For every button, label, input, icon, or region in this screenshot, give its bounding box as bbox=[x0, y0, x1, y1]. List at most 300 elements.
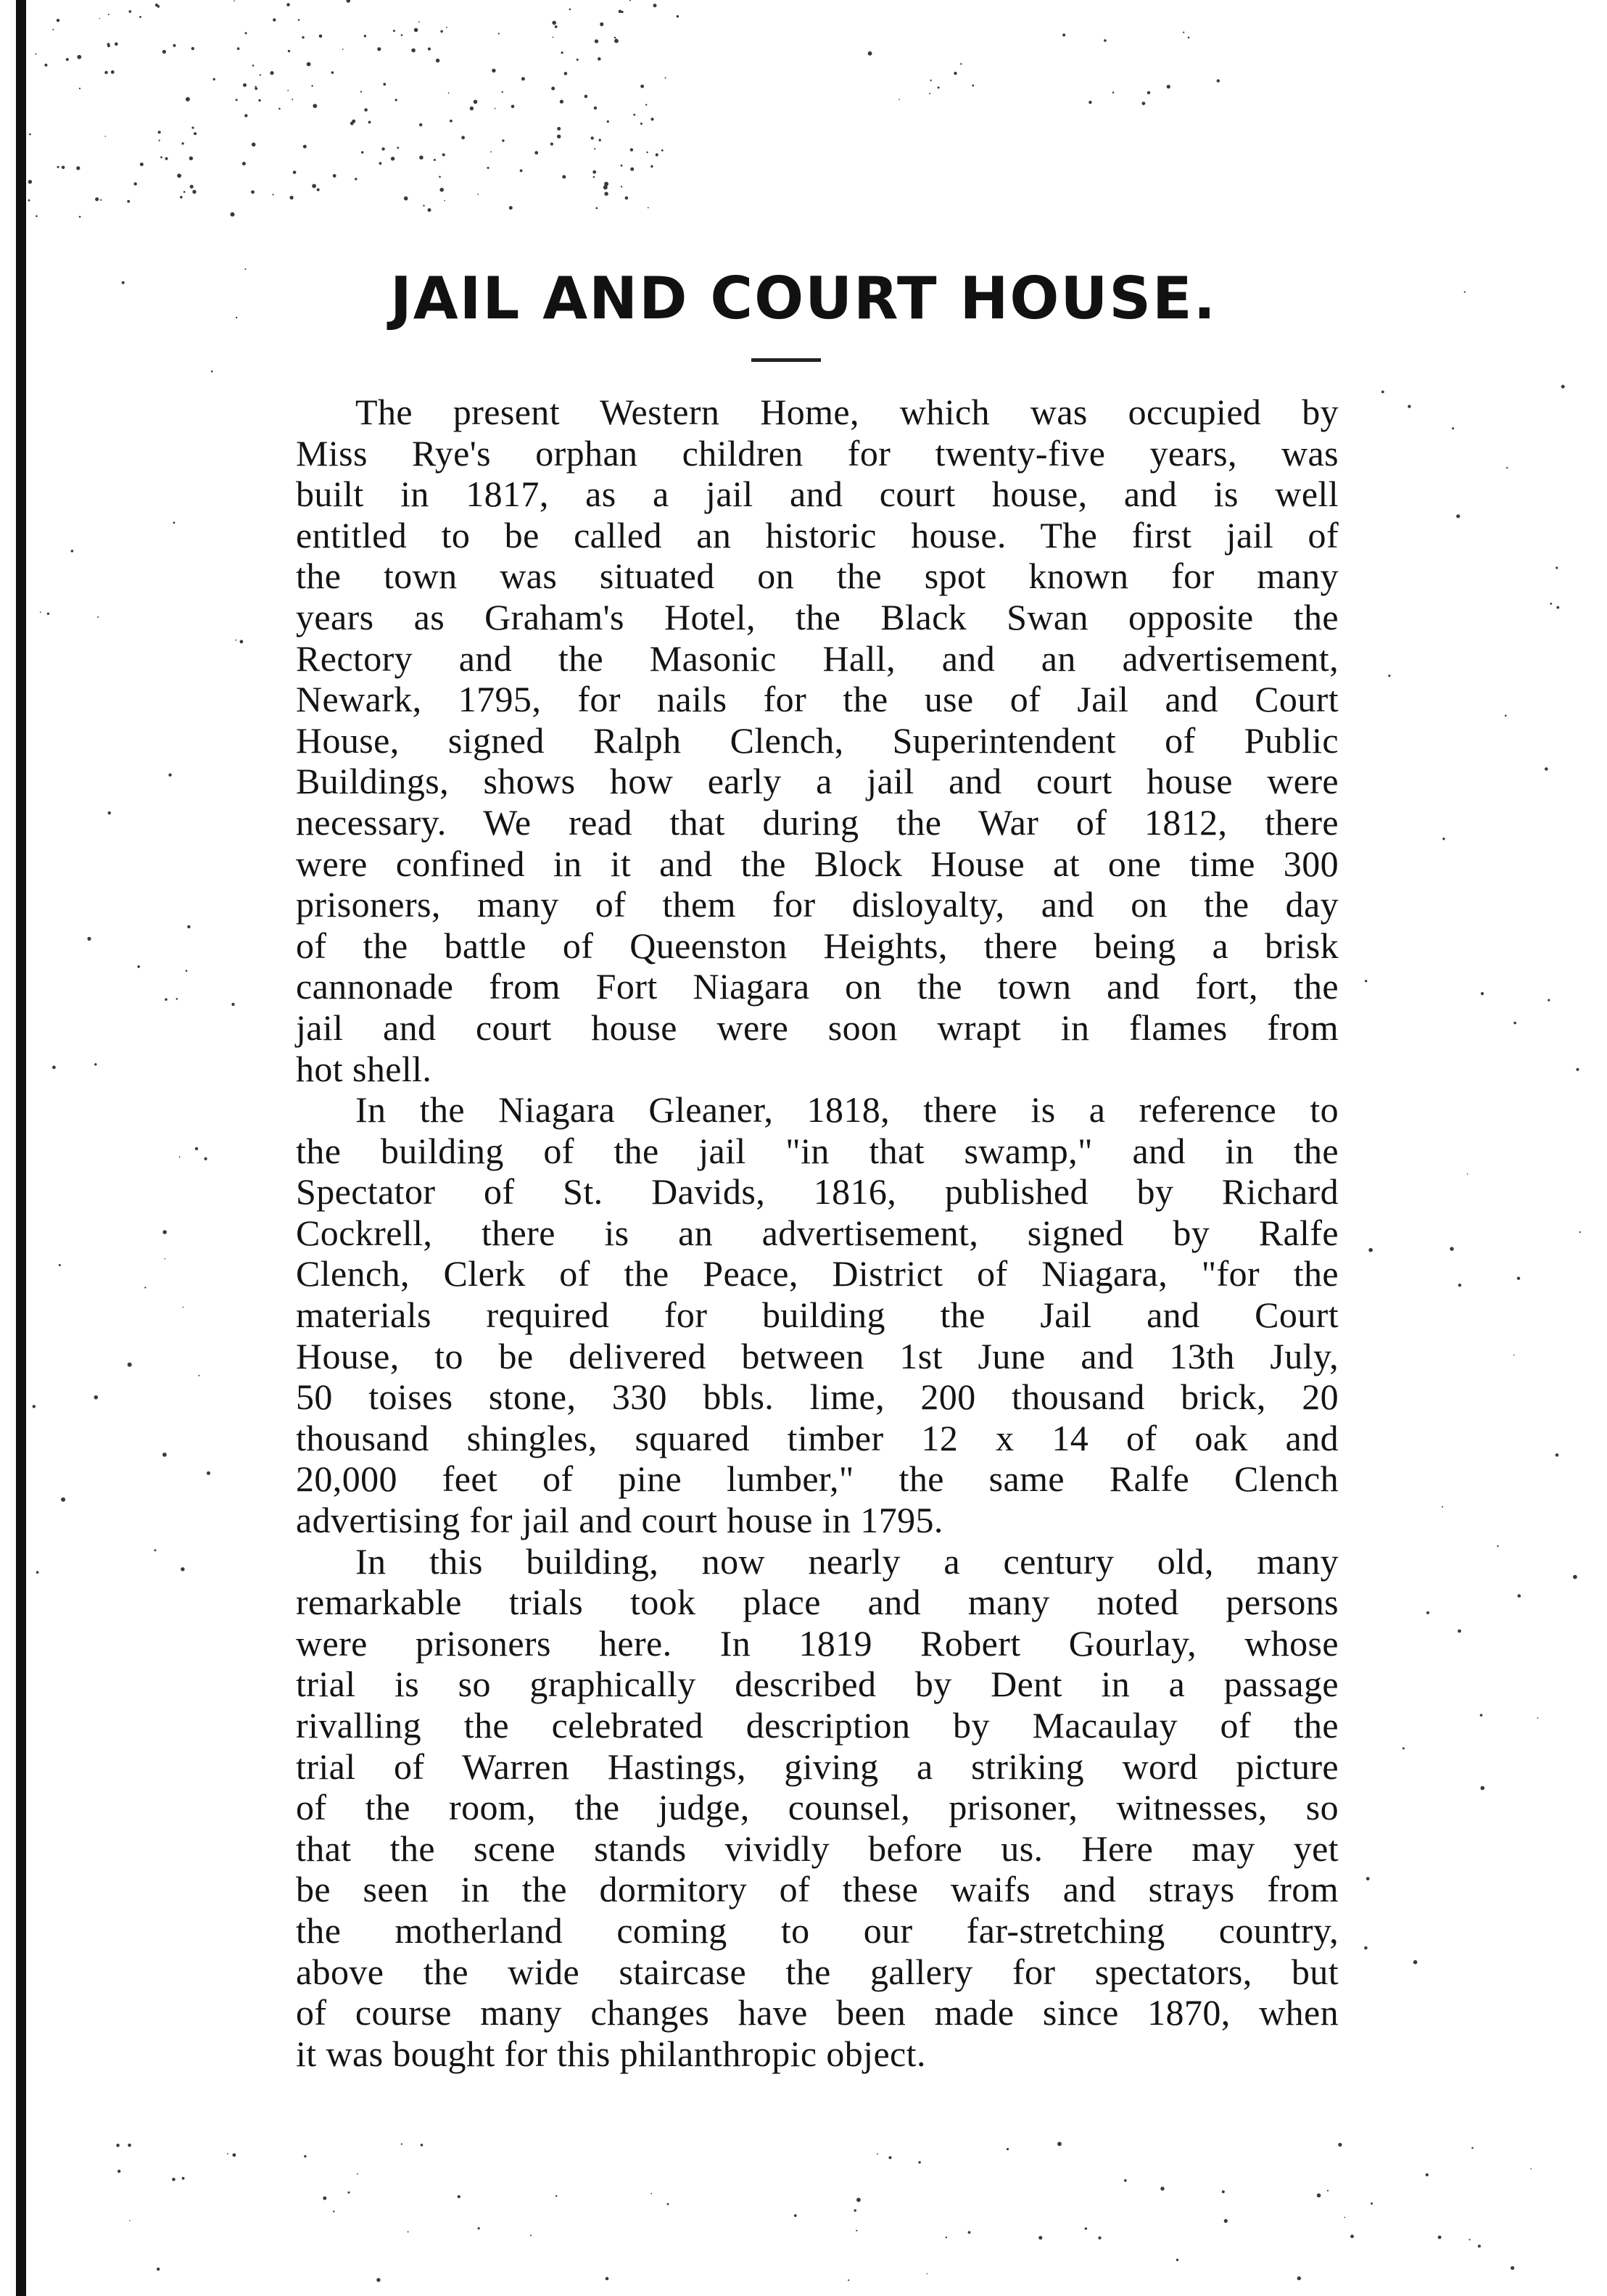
noise-speck bbox=[1450, 1247, 1453, 1250]
noise-speck bbox=[599, 139, 601, 141]
noise-speck bbox=[348, 2192, 350, 2194]
noise-speck bbox=[630, 148, 633, 151]
text-line: House, to be delivered between 1st June and 13th July, bbox=[296, 1335, 1339, 1376]
text-line: jail and court house were soon wrapt in flames from bbox=[296, 1007, 1339, 1048]
noise-speck bbox=[376, 2278, 380, 2281]
noise-speck bbox=[667, 2203, 669, 2205]
noise-speck bbox=[595, 207, 598, 210]
noise-speck bbox=[79, 88, 80, 89]
noise-speck bbox=[213, 78, 215, 80]
noise-speck bbox=[245, 32, 247, 34]
noise-speck bbox=[1467, 1173, 1468, 1175]
noise-speck bbox=[181, 142, 183, 144]
noise-speck bbox=[61, 1498, 65, 1502]
noise-speck bbox=[252, 143, 256, 147]
noise-speck bbox=[1573, 1575, 1577, 1579]
noise-speck bbox=[94, 1063, 96, 1065]
noise-speck bbox=[856, 2230, 857, 2231]
noise-speck bbox=[165, 998, 168, 1001]
paragraph-3 bbox=[236, 1541, 1339, 2075]
noise-speck bbox=[1176, 2259, 1178, 2261]
noise-speck bbox=[29, 133, 31, 136]
noise-speck bbox=[168, 773, 171, 776]
noise-speck bbox=[180, 196, 183, 199]
noise-speck bbox=[1371, 2202, 1373, 2205]
body-text bbox=[236, 392, 1339, 2074]
noise-speck bbox=[1381, 391, 1384, 394]
noise-speck bbox=[661, 149, 664, 152]
text-line: In this building, now nearly a century old, many bbox=[355, 1540, 1339, 1582]
noise-speck bbox=[428, 47, 431, 50]
noise-speck bbox=[492, 69, 495, 73]
noise-speck bbox=[495, 108, 496, 110]
noise-speck bbox=[192, 190, 196, 194]
noise-speck bbox=[401, 2143, 402, 2144]
noise-speck bbox=[1344, 2217, 1346, 2218]
noise-speck bbox=[179, 1156, 181, 1157]
noise-speck bbox=[186, 97, 190, 102]
text-line: the town was situated on the spot known for many bbox=[296, 556, 1339, 597]
noise-speck bbox=[1167, 85, 1170, 88]
noise-speck bbox=[1364, 1946, 1368, 1950]
noise-speck bbox=[159, 140, 160, 141]
noise-speck bbox=[331, 71, 334, 74]
noise-speck bbox=[450, 120, 453, 123]
text-line: above the wide staircase the gallery for spectators, but bbox=[296, 1951, 1339, 1992]
text-line: of the battle of Queenston Heights, there being a brisk bbox=[296, 925, 1339, 966]
noise-speck bbox=[1112, 91, 1115, 94]
noise-speck bbox=[1317, 2194, 1321, 2198]
noise-speck bbox=[244, 114, 247, 117]
noise-speck bbox=[404, 197, 408, 201]
noise-speck bbox=[470, 107, 474, 110]
noise-speck bbox=[448, 92, 450, 94]
noise-speck bbox=[154, 1549, 157, 1551]
noise-speck bbox=[1556, 606, 1559, 609]
text-line: rivalling the celebrated description by Macaulay of the bbox=[296, 1705, 1339, 1746]
noise-speck bbox=[36, 215, 38, 218]
noise-speck bbox=[954, 72, 957, 75]
noise-speck bbox=[76, 166, 80, 170]
noise-speck bbox=[1556, 566, 1558, 569]
noise-speck bbox=[236, 99, 238, 101]
noise-speck bbox=[656, 153, 658, 156]
noise-speck bbox=[258, 99, 260, 102]
noise-speck bbox=[288, 50, 290, 52]
noise-speck bbox=[1530, 2168, 1532, 2170]
noise-speck bbox=[191, 47, 194, 50]
noise-speck bbox=[182, 2177, 185, 2180]
noise-speck bbox=[57, 19, 59, 22]
noise-speck bbox=[478, 2227, 480, 2229]
text-line: Buildings, shows how early a jail and court house were bbox=[296, 761, 1339, 802]
noise-speck bbox=[234, 0, 235, 1]
noise-speck bbox=[137, 965, 140, 968]
noise-speck bbox=[520, 170, 523, 173]
noise-speck bbox=[59, 1264, 61, 1266]
noise-speck bbox=[930, 80, 931, 81]
noise-speck bbox=[287, 90, 289, 91]
noise-speck bbox=[564, 72, 568, 75]
noise-speck bbox=[134, 182, 137, 185]
noise-speck bbox=[165, 1258, 166, 1260]
noise-speck bbox=[1426, 1611, 1429, 1614]
noise-speck bbox=[87, 937, 91, 941]
noise-speck bbox=[242, 162, 246, 165]
noise-speck bbox=[172, 2178, 175, 2181]
noise-speck bbox=[71, 550, 74, 553]
noise-speck bbox=[52, 1065, 56, 1069]
noise-speck bbox=[364, 108, 368, 112]
noise-speck bbox=[1365, 980, 1367, 982]
noise-speck bbox=[243, 83, 247, 87]
text-line: Clench, Clerk of the Peace, District of Niagara, "for the bbox=[296, 1253, 1339, 1294]
text-line: Spectator of St. Davids, 1816, published by Richard bbox=[296, 1171, 1339, 1213]
noise-speck bbox=[251, 190, 255, 194]
noise-speck bbox=[231, 1003, 234, 1006]
noise-speck bbox=[364, 35, 366, 37]
noise-speck bbox=[490, 152, 492, 153]
noise-speck bbox=[968, 2231, 971, 2234]
noise-speck bbox=[1537, 1717, 1539, 1719]
text-line: of course many changes have been made since 1870, when bbox=[296, 1992, 1339, 2033]
noise-speck bbox=[1426, 2173, 1429, 2176]
noise-speck bbox=[231, 212, 235, 217]
noise-speck bbox=[107, 43, 110, 46]
noise-speck bbox=[1471, 2147, 1474, 2150]
noise-speck bbox=[555, 25, 558, 28]
noise-speck bbox=[302, 36, 304, 38]
noise-speck bbox=[794, 2214, 797, 2217]
noise-speck bbox=[158, 131, 161, 133]
noise-speck bbox=[1505, 715, 1507, 717]
noise-speck bbox=[1413, 1960, 1418, 1965]
noise-speck bbox=[423, 205, 424, 207]
noise-speck bbox=[595, 39, 598, 43]
noise-speck bbox=[592, 170, 596, 174]
noise-speck bbox=[418, 21, 420, 22]
noise-speck bbox=[1224, 2219, 1228, 2223]
noise-speck bbox=[303, 145, 307, 149]
noise-speck bbox=[270, 71, 273, 75]
noise-speck bbox=[342, 49, 344, 50]
noise-speck bbox=[79, 216, 81, 218]
text-line: hot shell. bbox=[296, 1048, 432, 1089]
noise-speck bbox=[555, 2195, 557, 2197]
noise-speck bbox=[614, 37, 616, 39]
noise-speck bbox=[888, 2156, 891, 2159]
text-line: built in 1817, as a jail and court house, and is well bbox=[296, 474, 1339, 515]
noise-speck bbox=[311, 85, 313, 86]
noise-speck bbox=[1124, 2179, 1127, 2182]
noise-speck bbox=[173, 521, 175, 524]
noise-speck bbox=[1442, 838, 1445, 840]
noise-speck bbox=[474, 100, 478, 104]
noise-speck bbox=[487, 167, 489, 169]
noise-speck bbox=[139, 16, 141, 18]
noise-speck bbox=[625, 197, 629, 200]
noise-speck bbox=[442, 153, 445, 156]
noise-speck bbox=[598, 57, 601, 61]
noise-speck bbox=[972, 85, 974, 87]
noise-speck bbox=[128, 2144, 131, 2147]
noise-speck bbox=[633, 114, 635, 116]
noise-speck bbox=[1368, 1248, 1373, 1252]
noise-speck bbox=[640, 123, 643, 125]
text-line: that the scene stands vividly before us. Here may yet bbox=[296, 1828, 1339, 1869]
noise-speck bbox=[640, 85, 644, 88]
noise-speck bbox=[444, 200, 445, 202]
noise-speck bbox=[521, 77, 525, 80]
text-line: 20,000 feet of pine lumber," the same Ralfe Clench bbox=[296, 1458, 1339, 1500]
noise-speck bbox=[273, 18, 276, 21]
noise-speck bbox=[379, 162, 382, 165]
noise-speck bbox=[144, 1287, 146, 1288]
noise-speck bbox=[557, 135, 561, 139]
noise-speck bbox=[848, 2279, 849, 2281]
noise-speck bbox=[854, 2209, 856, 2211]
noise-speck bbox=[191, 127, 194, 129]
noise-speck bbox=[77, 55, 81, 59]
text-line: entitled to be called an historic house. The first jail of bbox=[296, 514, 1339, 556]
noise-speck bbox=[127, 200, 130, 203]
text-line: Cockrell, there is an advertisement, signed by Ralfe bbox=[296, 1212, 1339, 1253]
noise-speck bbox=[401, 34, 403, 36]
noise-speck bbox=[600, 24, 603, 26]
noise-speck bbox=[35, 54, 36, 55]
noise-speck bbox=[1556, 1453, 1559, 1457]
noise-speck bbox=[189, 157, 193, 160]
noise-speck bbox=[1402, 1747, 1405, 1749]
noise-speck bbox=[584, 95, 588, 99]
noise-speck bbox=[1098, 2237, 1101, 2239]
noise-speck bbox=[629, 0, 631, 1]
text-line: cannonade from Fort Niagara on the town and fort, the bbox=[296, 966, 1339, 1007]
noise-speck bbox=[1480, 1714, 1483, 1717]
paragraph-2 bbox=[236, 1089, 1339, 1541]
text-line: trial of Warren Hastings, giving a striking word picture bbox=[296, 1746, 1339, 1787]
noise-speck bbox=[509, 206, 513, 210]
noise-speck bbox=[1550, 603, 1552, 605]
noise-speck bbox=[677, 15, 679, 17]
noise-speck bbox=[898, 99, 900, 100]
noise-speck bbox=[298, 19, 300, 21]
noise-speck bbox=[52, 29, 54, 30]
noise-speck bbox=[557, 127, 561, 131]
noise-speck bbox=[104, 136, 106, 137]
noise-speck bbox=[57, 166, 59, 168]
noise-speck bbox=[140, 162, 144, 166]
noise-speck bbox=[173, 44, 176, 47]
noise-speck bbox=[1183, 32, 1184, 33]
noise-speck bbox=[99, 18, 101, 20]
noise-speck bbox=[1481, 1786, 1485, 1791]
noise-speck bbox=[181, 1567, 184, 1571]
noise-speck bbox=[1579, 1231, 1581, 1233]
noise-speck bbox=[1057, 2142, 1062, 2146]
noise-speck bbox=[1548, 999, 1550, 1002]
noise-speck bbox=[187, 925, 190, 928]
noise-speck bbox=[446, 27, 447, 28]
text-line: necessary. We read that during the War of 1812, there bbox=[296, 801, 1339, 843]
noise-speck bbox=[918, 2161, 920, 2163]
noise-speck bbox=[1085, 2227, 1087, 2229]
noise-speck bbox=[591, 136, 594, 139]
noise-speck bbox=[36, 1571, 39, 1574]
text-line: were prisoners here. In 1819 Robert Gourlay, whose bbox=[296, 1622, 1339, 1664]
noise-speck bbox=[1478, 2245, 1481, 2247]
noise-speck bbox=[162, 1453, 167, 1457]
noise-speck bbox=[198, 1375, 199, 1376]
noise-speck bbox=[1007, 2148, 1009, 2150]
noise-speck bbox=[252, 65, 255, 67]
noise-speck bbox=[458, 2195, 460, 2198]
noise-speck bbox=[1452, 427, 1454, 429]
noise-speck bbox=[44, 64, 47, 67]
noise-speck bbox=[414, 28, 418, 33]
noise-speck bbox=[630, 168, 634, 171]
noise-speck bbox=[550, 143, 553, 146]
noise-speck bbox=[290, 196, 294, 199]
text-line: Newark, 1795, for nails for the use of Jail and Court bbox=[296, 679, 1339, 720]
text-line: 50 toises stone, 330 bbls. lime, 200 thousand brick, 20 bbox=[296, 1376, 1339, 1418]
noise-speck bbox=[650, 117, 653, 120]
noise-speck bbox=[117, 2170, 120, 2173]
noise-speck bbox=[195, 1147, 198, 1150]
noise-speck bbox=[165, 157, 168, 160]
noise-speck bbox=[162, 1230, 167, 1234]
noise-speck bbox=[129, 10, 132, 13]
noise-speck bbox=[1513, 1022, 1516, 1025]
noise-speck bbox=[1297, 2276, 1301, 2280]
noise-speck bbox=[1366, 1877, 1370, 1880]
noise-speck bbox=[1388, 674, 1390, 677]
noise-speck bbox=[40, 611, 41, 613]
noise-speck bbox=[1408, 405, 1410, 408]
noise-speck bbox=[929, 93, 930, 94]
noise-speck bbox=[436, 59, 439, 62]
noise-speck bbox=[648, 207, 649, 209]
noise-speck bbox=[115, 42, 118, 46]
noise-speck bbox=[1517, 1277, 1520, 1280]
noise-speck bbox=[665, 77, 666, 78]
noise-speck bbox=[28, 199, 30, 202]
noise-speck bbox=[1458, 1284, 1461, 1287]
noise-speck bbox=[183, 1307, 184, 1308]
noise-speck bbox=[562, 175, 566, 178]
noise-speck bbox=[1481, 992, 1484, 995]
text-line: Rectory and the Masonic Hall, and an advertisement, bbox=[296, 637, 1339, 679]
text-line: were confined in it and the Block House at one time 300 bbox=[296, 843, 1339, 884]
text-line: prisoners, many of them for disloyalty, and on the day bbox=[296, 884, 1339, 925]
noise-speck bbox=[1147, 91, 1150, 94]
noise-speck bbox=[176, 998, 178, 1000]
noise-speck bbox=[155, 4, 158, 7]
text-line: In the Niagara Gleaner, 1818, there is a reference to bbox=[355, 1089, 1339, 1131]
noise-speck bbox=[278, 108, 281, 110]
text-line: the building of the jail "in that swamp," and in the bbox=[296, 1130, 1339, 1171]
noise-speck bbox=[1088, 101, 1091, 104]
noise-speck bbox=[650, 2193, 652, 2194]
noise-speck bbox=[621, 186, 622, 187]
noise-speck bbox=[1438, 2236, 1442, 2239]
text-line: Miss Rye's orphan children for twenty-five years, was bbox=[296, 432, 1339, 474]
noise-speck bbox=[33, 1405, 36, 1408]
noise-speck bbox=[355, 178, 357, 180]
noise-speck bbox=[606, 2277, 609, 2281]
noise-speck bbox=[160, 157, 162, 159]
noise-speck bbox=[1142, 102, 1146, 105]
noise-speck bbox=[95, 197, 99, 201]
noise-speck bbox=[1545, 767, 1548, 771]
title-divider bbox=[751, 358, 821, 362]
noise-speck bbox=[347, 0, 351, 3]
text-line: advertising for jail and court house in 1795. bbox=[296, 1500, 943, 1541]
noise-speck bbox=[1456, 514, 1460, 518]
noise-speck bbox=[614, 39, 619, 44]
noise-speck bbox=[116, 2144, 120, 2147]
text-line: years as Graham's Hotel, the Black Swan opposite the bbox=[296, 596, 1339, 637]
text-line: the motherland coming to our far-stretching country, bbox=[296, 1909, 1339, 1951]
noise-speck bbox=[286, 3, 290, 7]
noise-speck bbox=[428, 208, 431, 212]
text-line: be seen in the dormitory of these waifs and strays from bbox=[296, 1869, 1339, 1910]
noise-speck bbox=[960, 63, 962, 65]
noise-speck bbox=[186, 970, 188, 972]
noise-speck bbox=[560, 100, 563, 104]
noise-speck bbox=[381, 147, 384, 150]
noise-speck bbox=[205, 1157, 207, 1160]
text-line: The present Western Home, which was occupied by bbox=[355, 392, 1339, 432]
noise-speck bbox=[1497, 1545, 1498, 1547]
text-line: materials required for building the Jail and Court bbox=[296, 1294, 1339, 1336]
noise-speck bbox=[1561, 385, 1565, 389]
noise-speck bbox=[104, 71, 107, 74]
text-line: it was bought for this philanthropic object. bbox=[296, 2033, 926, 2074]
noise-speck bbox=[421, 2144, 424, 2147]
noise-speck bbox=[227, 2153, 228, 2155]
noise-speck bbox=[260, 74, 261, 75]
noise-speck bbox=[530, 2234, 532, 2236]
noise-speck bbox=[183, 191, 186, 193]
noise-speck bbox=[553, 37, 554, 38]
paragraph-1 bbox=[236, 392, 1339, 1089]
noise-speck bbox=[333, 174, 336, 178]
noise-speck bbox=[207, 1471, 210, 1475]
noise-speck bbox=[552, 21, 556, 25]
noise-speck bbox=[561, 51, 563, 54]
noise-speck bbox=[177, 173, 181, 178]
noise-speck bbox=[569, 9, 571, 11]
noise-speck bbox=[108, 812, 111, 814]
noise-speck bbox=[408, 2231, 409, 2233]
noise-speck bbox=[1062, 33, 1065, 36]
text-line: trial is so graphically described by Dent in a passage bbox=[296, 1664, 1339, 1705]
noise-speck bbox=[111, 70, 115, 74]
noise-speck bbox=[877, 2153, 878, 2155]
page-title: JAIL AND COURT HOUSE. bbox=[389, 265, 1218, 332]
noise-speck bbox=[211, 371, 213, 373]
noise-speck bbox=[650, 165, 653, 168]
noise-speck bbox=[319, 35, 323, 38]
noise-speck bbox=[1188, 37, 1190, 39]
noise-speck bbox=[502, 139, 504, 141]
noise-speck bbox=[233, 2153, 236, 2157]
noise-speck bbox=[108, 14, 110, 15]
noise-speck bbox=[129, 2220, 131, 2221]
noise-speck bbox=[1222, 2190, 1225, 2193]
noise-speck bbox=[1338, 2143, 1342, 2147]
